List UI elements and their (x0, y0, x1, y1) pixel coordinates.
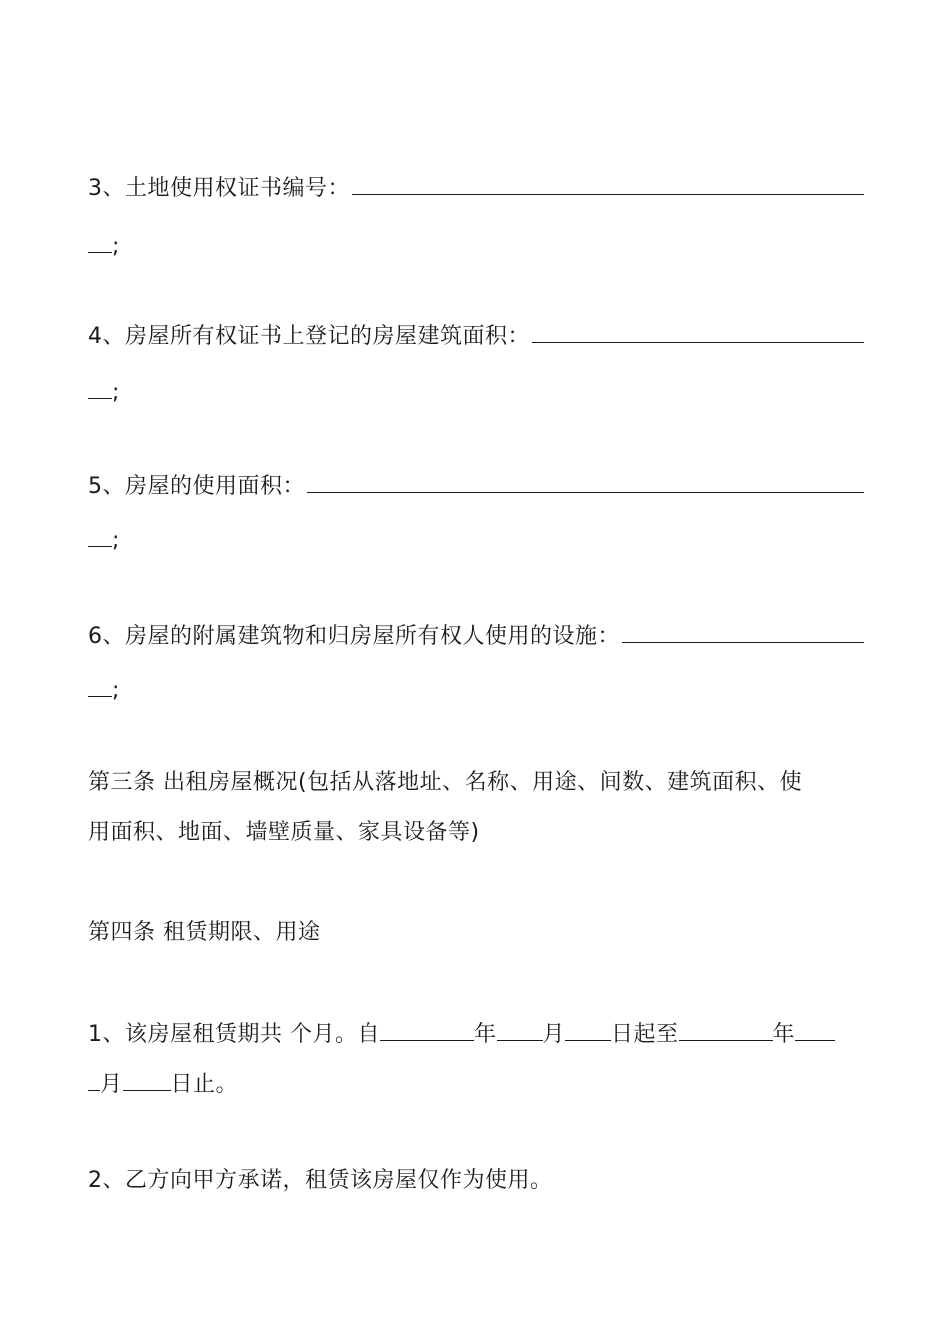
end-month-label: 月 (100, 1072, 123, 1097)
item-5-blank[interactable] (307, 470, 864, 493)
item-3-continuation (88, 230, 864, 262)
end-year-label: 年 (772, 1022, 796, 1047)
item-6-label: 6、房屋的附属建筑物和归房屋所有权人使用的设施： (88, 624, 620, 649)
start-month-label: 月 (542, 1022, 566, 1047)
end-year-blank[interactable] (679, 1018, 773, 1041)
item-5-continuation (88, 524, 864, 556)
clause-1-intro: 1、该房屋租赁期共 个月。自 (88, 1022, 380, 1047)
item-3-line (88, 172, 864, 204)
start-day-label: 日起至 (611, 1022, 679, 1047)
article-4-clause-1-line-1 (88, 1018, 864, 1050)
start-year-blank[interactable] (380, 1018, 474, 1041)
item-5-label: 5、房屋的使用面积： (88, 474, 305, 499)
item-3-label: 3、土地使用权证书编号： (88, 176, 350, 201)
item-5-end: ; (112, 528, 120, 553)
item-5-line (88, 470, 864, 502)
end-month-blank-start[interactable] (795, 1018, 835, 1041)
article-4-clause-1-line-2 (88, 1068, 864, 1100)
item-5-blank-end[interactable] (88, 524, 112, 547)
start-day-blank[interactable] (565, 1018, 611, 1041)
item-3-end: ; (112, 234, 120, 259)
item-6-continuation (88, 674, 864, 706)
article-4-clause-2: 2、乙方向甲方承诺，租赁该房屋仅作为使用。 (88, 1168, 553, 1193)
end-day-label: 日止。 (170, 1072, 239, 1097)
end-month-blank-end[interactable] (88, 1068, 100, 1091)
item-3-blank[interactable] (352, 172, 864, 195)
end-day-blank[interactable] (123, 1068, 171, 1091)
item-4-end: ; (112, 380, 120, 405)
item-4-blank[interactable] (532, 320, 864, 343)
article-3-line-1: 第三条 出租房屋概况(包括从落地址、名称、用途、间数、建筑面积、使 (88, 770, 803, 795)
item-6-end: ; (112, 678, 120, 703)
article-4-heading: 第四条 租赁期限、用途 (88, 920, 321, 945)
item-4-continuation (88, 376, 864, 408)
item-4-line (88, 320, 864, 352)
start-year-label: 年 (474, 1022, 497, 1047)
item-6-line (88, 620, 864, 652)
item-4-label: 4、房屋所有权证书上登记的房屋建筑面积： (88, 324, 530, 349)
item-6-blank-end[interactable] (88, 674, 112, 697)
item-4-blank-end[interactable] (88, 376, 112, 399)
start-month-blank[interactable] (497, 1018, 543, 1041)
item-6-blank[interactable] (622, 620, 864, 643)
article-3-line-2: 用面积、地面、墙壁质量、家具设备等) (88, 820, 480, 845)
item-3-blank-end[interactable] (88, 230, 112, 253)
